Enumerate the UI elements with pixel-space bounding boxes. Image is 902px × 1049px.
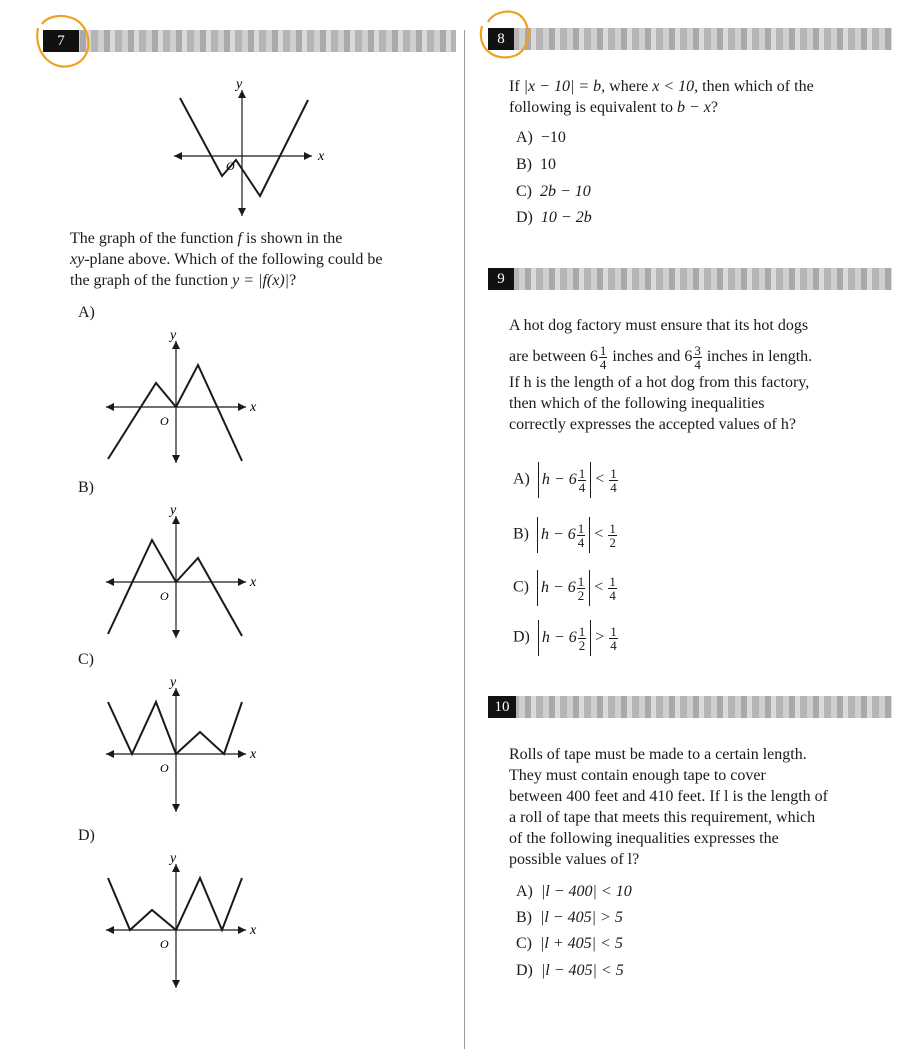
q7-choice-b-graph[interactable] <box>100 500 270 640</box>
q10-line3: between 400 feet and 410 feet. If l is the length of <box>509 788 828 805</box>
q10-line2: They must contain enough tape to cover <box>509 767 766 784</box>
q7-main-graph <box>170 76 330 221</box>
q7-d-y-label: y <box>170 851 177 866</box>
q7-header-bar <box>43 30 456 52</box>
q7-b-y-label: y <box>170 503 177 518</box>
q7-c-origin: O <box>160 761 169 775</box>
q9-choice-a[interactable]: A) h − 6 $\frac{1}{4}$ < $\frac{1}{4}$ <box>513 462 619 498</box>
q7-choice-d-graph[interactable] <box>100 848 270 993</box>
q8-choice-b[interactable]: B) 10 <box>516 156 556 173</box>
q10-choice-b[interactable]: B) |l − 405| > 5 <box>516 909 623 926</box>
q7-a-y-label: y <box>170 328 177 343</box>
q7-choice-a-graph[interactable] <box>100 325 270 465</box>
q10-line6: possible values of l? <box>509 851 640 868</box>
q7-choice-b-label[interactable]: B) <box>78 479 94 496</box>
q8-stem: If |x − 10| = b, where x < 10, then which of the following is equivalent to b − x? <box>509 78 814 116</box>
q9-line5: correctly expresses the accepted values of h? <box>509 416 796 433</box>
q9-number: 9 <box>488 268 514 290</box>
q9-header-bar <box>488 268 892 290</box>
q8-choice-a[interactable]: A) −10 <box>516 129 566 146</box>
q9-line2: are between 6 $\frac{1}{4}$ inches and 6 $\frac{3}{4}$ inches in length. <box>509 342 813 372</box>
q10-choice-d[interactable]: D) |l − 405| < 5 <box>516 962 624 979</box>
q8-choice-c[interactable]: C) 2b − 10 <box>516 183 591 200</box>
q7-main-y-label: y <box>236 77 243 92</box>
q10-choice-c[interactable]: C) |l + 405| < 5 <box>516 935 623 952</box>
q8-header-bar <box>488 28 892 50</box>
q8-annotation-circle <box>470 4 540 64</box>
q9-stem <box>509 315 889 435</box>
q10-line5: of the following inequalities expresses the <box>509 830 779 847</box>
q10-header-bar <box>488 696 892 718</box>
q8-choice-d[interactable]: D) 10 − 2b <box>516 209 592 226</box>
q7-c-x-label: x <box>250 747 257 762</box>
q9-choice-b[interactable]: B) h − 6 $\frac{1}{4}$ < $\frac{1}{2}$ <box>513 517 618 553</box>
q7-choice-d-label[interactable]: D) <box>78 827 95 844</box>
q7-choice-a-label[interactable]: A) <box>78 304 95 321</box>
q9-line4: then which of the following inequalities <box>509 395 765 412</box>
q8-number: 8 <box>488 28 514 50</box>
q7-c-y-label: y <box>170 675 177 690</box>
q7-stem: The graph of the function f is shown in the xy-plane above. Which of the following could be the graph of the function y = |f(x)|? <box>70 230 383 289</box>
q7-a-origin: O <box>160 414 169 428</box>
q7-main-x-label: x <box>318 149 325 164</box>
q10-line1: Rolls of tape must be made to a certain length. <box>509 746 807 763</box>
q7-annotation-circle <box>28 8 98 74</box>
q7-choice-c-graph[interactable] <box>100 672 270 817</box>
q10-choice-a[interactable]: A) |l − 400| < 10 <box>516 883 632 900</box>
q7-choice-c-label[interactable]: C) <box>78 651 94 668</box>
q9-line1: A hot dog factory must ensure that its hot dogs <box>509 317 809 334</box>
q9-choice-c[interactable]: C) h − 6 $\frac{1}{2}$ < $\frac{1}{4}$ <box>513 570 618 606</box>
column-divider <box>464 30 465 1049</box>
q7-number: 7 <box>43 30 79 52</box>
q9-line3: If h is the length of a hot dog from this factory, <box>509 374 810 391</box>
q10-stem <box>509 744 894 870</box>
q9-choice-d[interactable]: D) h − 6 $\frac{1}{2}$ > $\frac{1}{4}$ <box>513 620 619 656</box>
q7-b-x-label: x <box>250 575 257 590</box>
q7-a-x-label: x <box>250 400 257 415</box>
q7-b-origin: O <box>160 589 169 603</box>
q10-number: 10 <box>488 696 516 718</box>
q7-main-origin: O <box>226 159 235 173</box>
q7-d-origin: O <box>160 937 169 951</box>
q7-d-x-label: x <box>250 923 257 938</box>
q10-line4: a roll of tape that meets this requirement, which <box>509 809 816 826</box>
